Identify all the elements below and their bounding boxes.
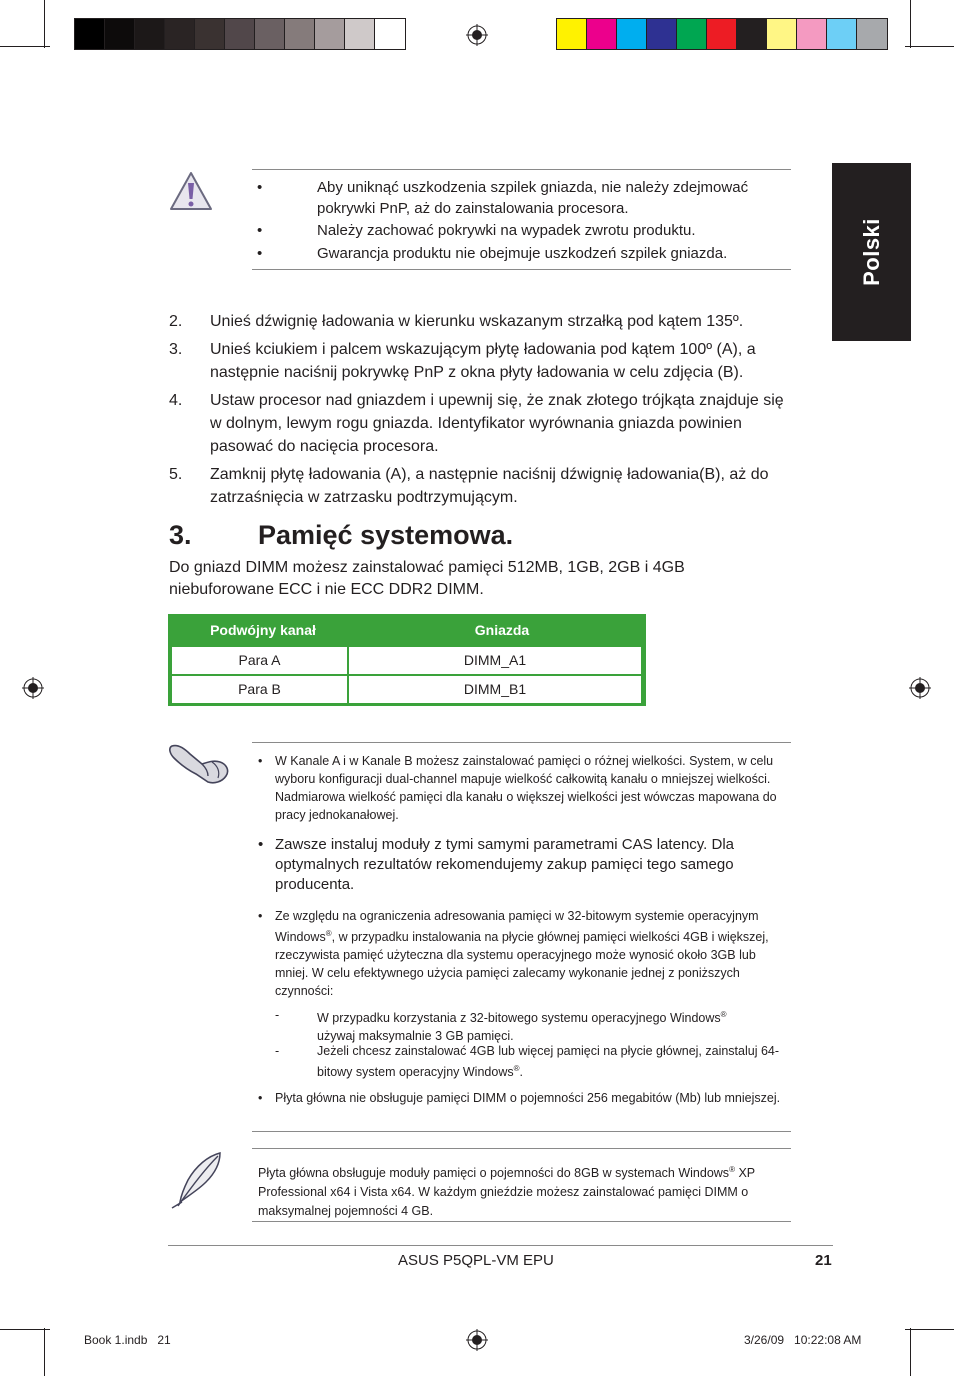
bullet-dot: • — [257, 222, 263, 239]
memo-top-rule — [252, 1148, 791, 1149]
note-text-part: , w przypadku instalowania na płycie głównej pamięci wielkości 4GB i większej, rzeczywista pamięć użyteczna dla systemu operacyjnego może wynosić około 3GB lub mniej. W celu efektywnego użycia pamięci zalecamy wykonanie jednej z poniższych czynności: — [275, 930, 769, 999]
caution-top-rule — [252, 169, 791, 170]
quill-memo-icon — [168, 1150, 226, 1210]
crop-mark — [910, 1328, 911, 1376]
color-swatch — [165, 19, 195, 49]
grayscale-color-bar — [74, 18, 406, 50]
note-subtext — [317, 1006, 787, 1045]
note-text-part: . — [519, 1065, 523, 1080]
color-swatch — [677, 19, 707, 49]
table-cell-socket: DIMM_B1 — [349, 676, 641, 703]
step-number: 3. — [169, 341, 183, 358]
color-swatch — [105, 19, 135, 49]
registered-mark: ® — [720, 1010, 727, 1019]
caution-icon — [168, 170, 214, 212]
memo-text-part: XP Professional x64 i Vista x64. W każdym gnieździe możesz zainstalować pamięci DIMM o maksymalnej pojemności 4 GB. — [258, 1166, 755, 1219]
color-swatch — [797, 19, 827, 49]
table-header-sockets: Gniazda — [474, 622, 530, 638]
note-text-part: Jeżeli chcesz zainstalować 4GB lub więcej pamięci na płycie głównej, zainstaluj 64-bitowy system operacyjny Windows — [317, 1044, 780, 1080]
bullet-dot: • — [258, 754, 263, 768]
color-swatch — [587, 19, 617, 49]
registration-mark-icon — [909, 677, 931, 699]
crop-mark — [44, 0, 45, 48]
color-swatch — [767, 19, 797, 49]
color-swatch — [375, 19, 405, 49]
dash-marker: - — [275, 1008, 280, 1022]
note-text-part: W przypadku korzystania z 32-bitowego systemu operacyjnego Windows — [317, 1011, 721, 1026]
color-swatch — [135, 19, 165, 49]
notes-bottom-rule — [252, 1131, 791, 1132]
color-swatch — [195, 19, 225, 49]
note-text-part: Ze względu na ograniczenia adresowania pamięci w 32-bitowym systemie operacyjnym Windows — [275, 909, 759, 945]
color-swatch — [647, 19, 677, 49]
memo-bottom-rule — [252, 1221, 791, 1222]
note-subtext — [317, 1042, 787, 1081]
caution-text: Należy zachować pokrywki na wypadek zwrotu produktu. — [317, 222, 696, 239]
notes-top-rule — [252, 742, 791, 743]
registration-mark-icon — [466, 24, 488, 46]
registered-mark: ® — [513, 1064, 520, 1073]
crop-mark — [910, 0, 911, 48]
bullet-dot: • — [257, 245, 263, 262]
language-tab — [832, 163, 911, 341]
caution-text: Aby uniknąć uszkodzenia szpilek gniazda, nie należy zdejmować pokrywki PnP, aż do zainstalowania procesora. — [317, 179, 749, 217]
crop-mark — [44, 1328, 45, 1376]
step-number: 2. — [169, 313, 183, 330]
print-slug-file: Book 1.indb 21 — [84, 1333, 171, 1347]
note-text: W Kanale A i w Kanale B możesz zainstalować pamięci o różnej wielkości. System, w celu wyboru konfiguracji dual-channel mapuje wielkość całkowitą kanału o mniejszej wielkości. Nadmiarowa wielkość pamięci dla kanału o większej wielkości jest wówczas mapowana do pracy jednokanałowej. — [275, 754, 777, 822]
bullet-dot: • — [257, 179, 263, 196]
page-number: 21 — [815, 1252, 832, 1269]
crop-mark — [0, 46, 50, 47]
registered-mark: ® — [729, 1165, 735, 1174]
process-color-bar — [556, 18, 888, 50]
color-swatch — [707, 19, 737, 49]
step-text: Zamknij płytę ładowania (A), a następnie naciśnij dźwignię ładowania(B), aż do zatrzaśnięcia w zatrzasku podtrzymującym. — [210, 466, 769, 506]
color-swatch — [315, 19, 345, 49]
language-tab-label: Polski — [858, 218, 884, 286]
section-number: 3. — [169, 520, 192, 550]
color-swatch — [617, 19, 647, 49]
color-swatch — [75, 19, 105, 49]
color-swatch — [737, 19, 767, 49]
table-header-channel: Podwójny kanał — [210, 622, 316, 638]
dimm-table — [168, 614, 646, 706]
registration-mark-icon — [466, 1329, 488, 1351]
section-intro: Do gniazd DIMM możesz zainstalować pamięci 512MB, 1GB, 2GB i 4GB niebuforowane ECC i nie ECC DDR2 DIMM. — [169, 559, 685, 598]
bullet-dot: • — [258, 909, 263, 923]
footer-rule — [168, 1245, 833, 1246]
note-text — [275, 907, 790, 1000]
crop-mark — [905, 46, 954, 47]
color-swatch — [857, 19, 887, 49]
color-swatch — [345, 19, 375, 49]
section-title: Pamięć systemowa. — [258, 520, 514, 550]
dash-marker: - — [275, 1044, 280, 1058]
color-swatch — [255, 19, 285, 49]
registration-mark-icon — [22, 677, 44, 699]
color-swatch — [285, 19, 315, 49]
bullet-dot: • — [258, 836, 264, 853]
bullet-dot: • — [258, 1091, 263, 1105]
caution-bottom-rule — [252, 269, 791, 270]
step-number: 4. — [169, 392, 183, 409]
caution-text: Gwarancja produktu nie obejmuje uszkodzeń szpilek gniazda. — [317, 245, 728, 262]
step-text: Unieś dźwignię ładowania w kierunku wskazanym strzałką pod kątem 135º. — [210, 313, 744, 330]
memo-text — [258, 1160, 788, 1221]
step-number: 5. — [169, 466, 183, 483]
hand-note-icon — [168, 740, 234, 788]
color-swatch — [225, 19, 255, 49]
note-text-part: używaj maksymalnie 3 GB pamięci. — [317, 1029, 514, 1044]
registered-mark: ® — [325, 929, 332, 938]
crop-mark — [0, 1329, 50, 1330]
memo-text-part: Płyta główna obsługuje moduły pamięci o pojemności do 8GB w systemach Windows — [258, 1166, 730, 1181]
print-slug-date: 3/26/09 10:22:08 AM — [744, 1333, 862, 1347]
table-cell-pair: Para A — [172, 647, 347, 674]
step-text: Unieś kciukiem i palcem wskazującym płytę ładowania pod kątem 100º (A), a następnie naciśnij pokrywkę PnP z okna płyty ładowania w celu zdjęcia (B). — [210, 341, 756, 381]
note-text: Płyta główna nie obsługuje pamięci DIMM o pojemności 256 megabitów (Mb) lub mniejszej. — [275, 1091, 781, 1105]
note-text: Zawsze instaluj moduły z tymi samymi parametrami CAS latency. Dla optymalnych rezultatów rekomendujemy zakup pamięci tego samego producenta. — [275, 836, 735, 893]
table-cell-pair: Para B — [172, 676, 347, 703]
color-swatch — [557, 19, 587, 49]
footer-model: ASUS P5QPL-VM EPU — [398, 1252, 554, 1269]
step-text: Ustaw procesor nad gniazdem i upewnij się, że znak złotego trójkąta znajduje się w dolnym, lewym rogu gniazda. Identyfikator wyrównania gniazda powinien pasować do nacięcia procesora. — [210, 392, 784, 455]
color-swatch — [827, 19, 857, 49]
table-cell-socket: DIMM_A1 — [349, 647, 641, 674]
crop-mark — [905, 1329, 954, 1330]
